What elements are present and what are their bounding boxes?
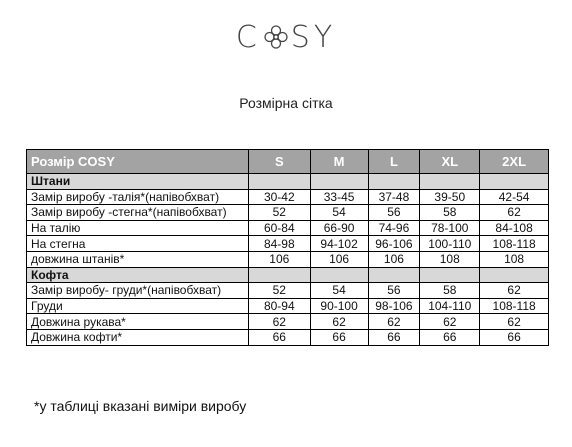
size-value-cell: 108: [480, 251, 549, 267]
row-label: Замір виробу -стегна*(напівобхват): [27, 205, 249, 221]
size-value-cell: 108: [420, 251, 480, 267]
size-value-cell: 56: [368, 283, 420, 299]
size-value-cell: 90-100: [310, 298, 368, 314]
section-empty-cell: [368, 174, 420, 190]
flower-icon: [263, 24, 289, 50]
size-value-cell: 84-98: [248, 236, 310, 252]
size-value-cell: 74-96: [368, 220, 420, 236]
footnote: *у таблиці вказані виміри виробу: [34, 398, 247, 414]
size-value-cell: 62: [480, 314, 549, 330]
brand-logo: [0, 20, 572, 55]
table-body: [27, 174, 549, 346]
header-2xl: 2XL: [480, 150, 549, 174]
size-value-cell: 108-118: [480, 298, 549, 314]
row-label: На талію: [27, 220, 249, 236]
size-value-cell: 106: [248, 251, 310, 267]
section-empty-cell: [420, 267, 480, 283]
header-m: M: [310, 150, 368, 174]
row-label: Замір виробу -талія*(напівобхват): [27, 189, 249, 205]
row-label: довжина штанів*: [27, 251, 249, 267]
size-value-cell: 66: [310, 329, 368, 345]
section-empty-cell: [310, 267, 368, 283]
section-empty-cell: [480, 174, 549, 190]
header-size: Розмір COSY: [27, 150, 249, 174]
section-empty-cell: [480, 267, 549, 283]
size-value-cell: 30-42: [248, 189, 310, 205]
size-value-cell: 52: [248, 205, 310, 221]
section-empty-cell: [248, 174, 310, 190]
size-value-cell: 66: [248, 329, 310, 345]
size-value-cell: 62: [420, 314, 480, 330]
row-label: Довжина рукава*: [27, 314, 249, 330]
size-value-cell: 58: [420, 283, 480, 299]
table-row: [27, 283, 549, 299]
header-xl: XL: [420, 150, 480, 174]
table-row: [27, 236, 549, 252]
size-value-cell: 84-108: [480, 220, 549, 236]
size-value-cell: 52: [248, 283, 310, 299]
table-row: [27, 220, 549, 236]
section-row: [27, 267, 549, 283]
size-value-cell: 100-110: [420, 236, 480, 252]
section-label: Кофта: [27, 267, 249, 283]
size-value-cell: 42-54: [480, 189, 549, 205]
size-value-cell: 62: [480, 205, 549, 221]
section-empty-cell: [310, 174, 368, 190]
table-row: [27, 189, 549, 205]
size-value-cell: 94-102: [310, 236, 368, 252]
page-title: Розмірна сітка: [239, 95, 333, 111]
table-row: [27, 251, 549, 267]
header-l: L: [368, 150, 420, 174]
size-value-cell: 66: [368, 329, 420, 345]
header-row: [27, 150, 549, 174]
row-label: Груди: [27, 298, 249, 314]
size-value-cell: 106: [368, 251, 420, 267]
size-value-cell: 98-106: [368, 298, 420, 314]
size-value-cell: 108-118: [480, 236, 549, 252]
size-value-cell: 66-90: [310, 220, 368, 236]
size-value-cell: 33-45: [310, 189, 368, 205]
size-value-cell: 54: [310, 283, 368, 299]
table-row: [27, 314, 549, 330]
header-s: S: [248, 150, 310, 174]
size-value-cell: 56: [368, 205, 420, 221]
size-value-cell: 80-94: [248, 298, 310, 314]
section-empty-cell: [420, 174, 480, 190]
size-value-cell: 66: [480, 329, 549, 345]
section-label: Штани: [27, 174, 249, 190]
size-value-cell: 60-84: [248, 220, 310, 236]
size-value-cell: 58: [420, 205, 480, 221]
size-value-cell: 37-48: [368, 189, 420, 205]
table-row: [27, 298, 549, 314]
size-value-cell: 39-50: [420, 189, 480, 205]
size-table: [26, 149, 549, 346]
size-value-cell: 62: [310, 314, 368, 330]
size-value-cell: 54: [310, 205, 368, 221]
size-value-cell: 78-100: [420, 220, 480, 236]
row-label: На стегна: [27, 236, 249, 252]
table-row: [27, 205, 549, 221]
section-row: [27, 174, 549, 190]
size-value-cell: 104-110: [420, 298, 480, 314]
size-value-cell: 106: [310, 251, 368, 267]
size-value-cell: 96-106: [368, 236, 420, 252]
table-row: [27, 329, 549, 345]
row-label: Довжина кофти*: [27, 329, 249, 345]
size-value-cell: 66: [420, 329, 480, 345]
section-empty-cell: [248, 267, 310, 283]
size-value-cell: 62: [368, 314, 420, 330]
row-label: Замір виробу- груди*(напівобхват): [27, 283, 249, 299]
size-value-cell: 62: [248, 314, 310, 330]
size-value-cell: 62: [480, 283, 549, 299]
section-empty-cell: [368, 267, 420, 283]
brand-letter-c: C: [235, 20, 261, 55]
brand-letters-sy: SY: [290, 20, 337, 55]
